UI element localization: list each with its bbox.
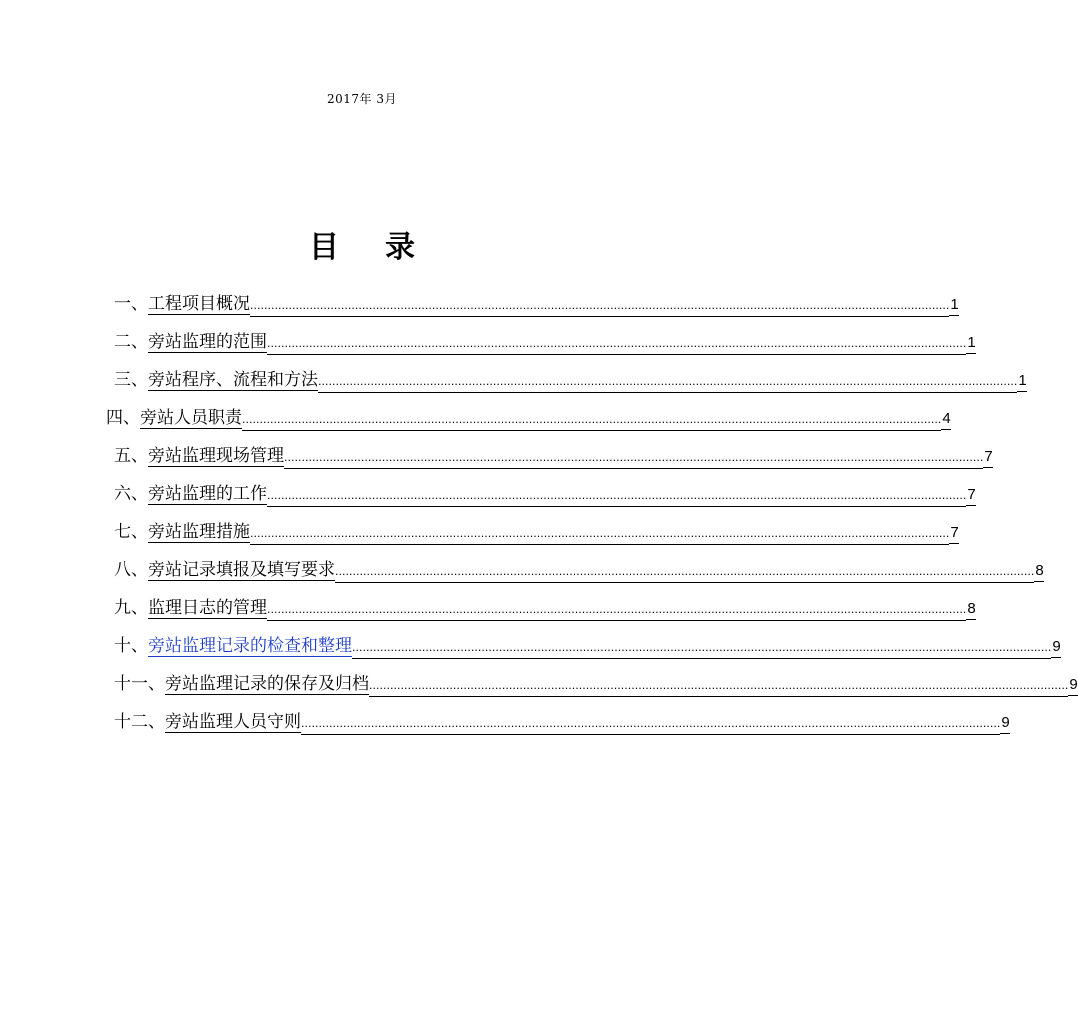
- toc-entry-page: 9: [1000, 713, 1009, 734]
- toc-entry-1[interactable]: [114, 292, 959, 316]
- toc-entry-text: 旁站程序、流程和方法: [148, 370, 318, 390]
- toc-entry-5[interactable]: [114, 444, 993, 468]
- toc-entry-11[interactable]: [114, 672, 1078, 696]
- toc-entry-text: 旁站监理措施: [148, 522, 250, 542]
- toc-entry-page: 7: [983, 447, 992, 468]
- toc-leader-dots: ........................................................................................................................................................................................................: [267, 334, 966, 355]
- toc-entry-number: 二、: [114, 332, 148, 352]
- toc-leader-dots: ........................................................................................................................................................................................................: [352, 638, 1051, 659]
- toc-entry-number: 五、: [114, 446, 148, 466]
- toc-entry-number: 六、: [114, 484, 148, 504]
- toc-title: [0, 222, 724, 266]
- toc-entry-10[interactable]: [114, 634, 1061, 658]
- toc-entry-page: 1: [1017, 371, 1026, 392]
- toc-entry-8[interactable]: [114, 558, 1044, 582]
- toc-entry-3[interactable]: [114, 368, 1027, 392]
- toc-leader-dots: ........................................................................................................................................................................................................: [301, 714, 1000, 735]
- toc-entry-number: 一、: [114, 294, 148, 314]
- toc-leader-dots: ........................................................................................................................................................................................................: [267, 600, 966, 621]
- toc-leader-dots: ........................................................................................................................................................................................................: [267, 486, 966, 507]
- toc-entry-page: 7: [949, 523, 958, 544]
- toc-entry-text: 旁站监理现场管理: [148, 446, 284, 466]
- toc-entry-page: 8: [1034, 561, 1043, 582]
- toc-entry-text: 旁站人员职责: [140, 408, 242, 428]
- toc-entry-text: 旁站监理记录的保存及归档: [165, 674, 369, 694]
- toc-leader-dots: ........................................................................................................................................................................................................: [250, 524, 949, 545]
- toc-entry-number: 八、: [114, 560, 148, 580]
- toc-entry-number: 四、: [106, 408, 140, 428]
- toc-entry-text: 旁站监理的范围: [148, 332, 267, 352]
- toc-entry-number: 九、: [114, 598, 148, 618]
- toc-entry-4[interactable]: [106, 406, 951, 430]
- toc-entry-text: 监理日志的管理: [148, 598, 267, 618]
- toc-entry-text: 旁站监理的工作: [148, 484, 267, 504]
- toc-entry-page: 9: [1051, 637, 1060, 658]
- toc-entry-text: 旁站记录填报及填写要求: [148, 560, 335, 580]
- toc-leader-dots: ........................................................................................................................................................................................................: [242, 410, 941, 431]
- toc-entry-page: 7: [966, 485, 975, 506]
- toc-entry-page: 4: [941, 409, 950, 430]
- toc-entry-2[interactable]: [114, 330, 976, 354]
- toc-leader-dots: ........................................................................................................................................................................................................: [318, 372, 1017, 393]
- toc-entry-number: 十二、: [114, 712, 165, 732]
- toc-entry-number: 十、: [114, 636, 148, 656]
- toc-entry-page: 1: [949, 295, 958, 316]
- toc-leader-dots: ........................................................................................................................................................................................................: [369, 676, 1068, 697]
- toc-entry-6[interactable]: [114, 482, 976, 506]
- toc-leader-dots: ........................................................................................................................................................................................................: [284, 448, 983, 469]
- toc-entry-12[interactable]: [114, 710, 1010, 734]
- toc-leader-dots: ........................................................................................................................................................................................................: [250, 296, 949, 317]
- toc-entry-9[interactable]: [114, 596, 976, 620]
- toc-entry-page: 1: [966, 333, 975, 354]
- toc-entry-number: 七、: [114, 522, 148, 542]
- toc-entry-number: 三、: [114, 370, 148, 390]
- toc-title-char-1: 目: [309, 230, 339, 265]
- document-date: 2017年 3月: [327, 92, 397, 106]
- toc-entry-page: 9: [1068, 675, 1077, 696]
- toc-entry-page: 8: [966, 599, 975, 620]
- toc-entry-7[interactable]: [114, 520, 959, 544]
- toc-entry-text: 旁站监理人员守则: [165, 712, 301, 732]
- toc-leader-dots: ........................................................................................................................................................................................................: [335, 562, 1034, 583]
- toc-entry-number: 十一、: [114, 674, 165, 694]
- toc-entry-text: 工程项目概况: [148, 294, 250, 314]
- toc-entry-text: 旁站监理记录的检查和整理: [148, 636, 352, 656]
- toc-title-char-2: 录: [385, 230, 415, 265]
